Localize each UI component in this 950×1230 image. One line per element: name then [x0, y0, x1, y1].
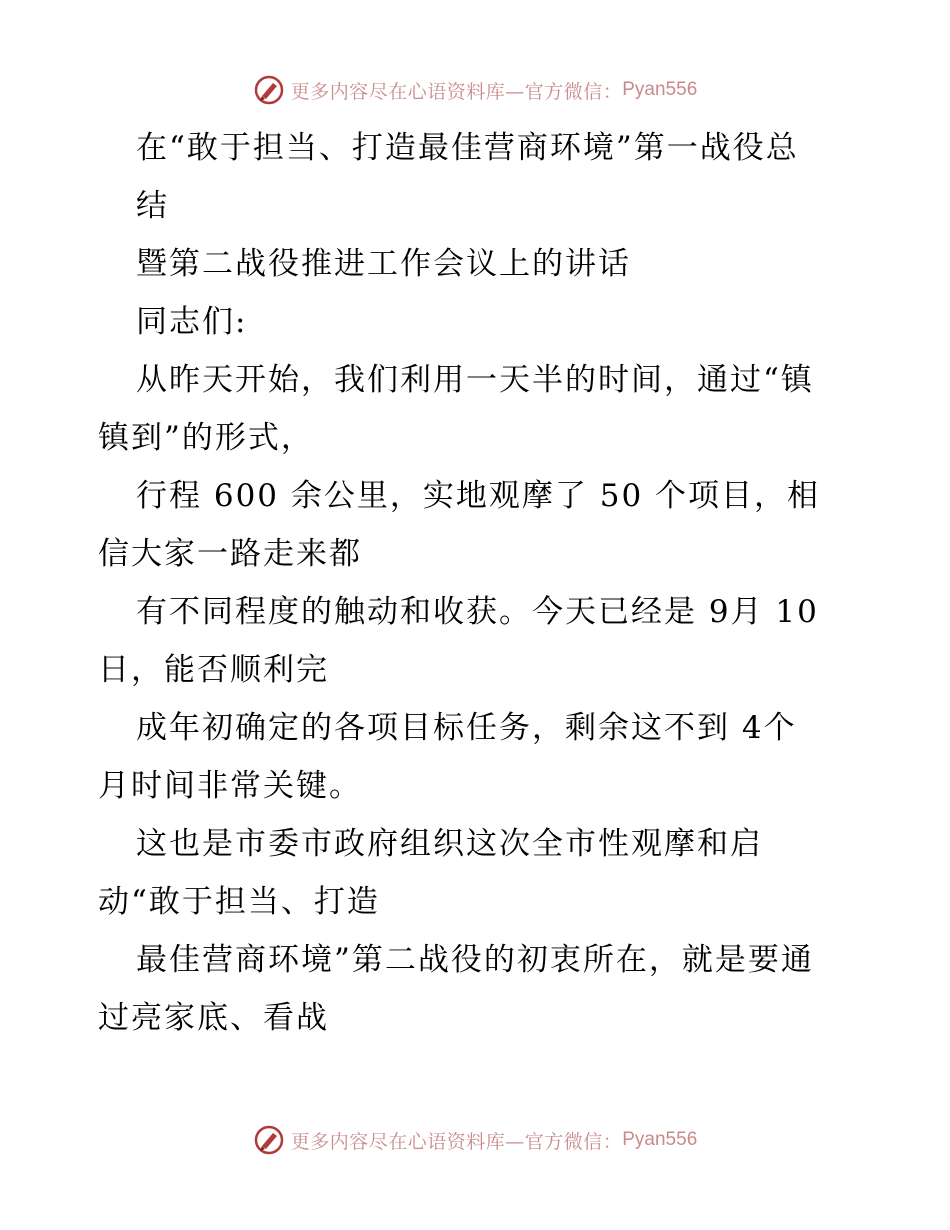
text-line: 动“敢于担当、打造 — [98, 884, 380, 920]
text-line: 在“敢于担当、打造最佳营商环境”第一战役总 — [136, 130, 799, 166]
text-line: 这也是市委市政府组织这次全市性观摩和启 — [136, 826, 763, 862]
text-line: 过亮家底、看战 — [98, 1000, 329, 1036]
text-line: 有不同程度的触动和收获。今天已经是 9月 10 — [136, 594, 819, 630]
text-line: 日，能否顺利完 — [98, 652, 329, 688]
pen-circle-logo-icon — [253, 1124, 285, 1156]
text-line: 最佳营商环境”第二战役的初衷所在，就是要通 — [136, 942, 814, 978]
text-line: 成年初确定的各项目标任务，剩余这不到 4个 — [136, 710, 797, 746]
text-line: 镇到”的形式， — [98, 420, 314, 456]
text-line: 信大家一路走来都 — [98, 536, 362, 572]
pen-circle-logo-icon — [253, 74, 285, 106]
text-line: 月时间非常关键。 — [98, 768, 362, 804]
watermark-text: 更多内容尽在心语资料库—官方微信： — [290, 1130, 623, 1153]
text-line: 行程 600 余公里，实地观摩了 50 个项目，相 — [136, 478, 821, 514]
text-line: 结 — [136, 188, 169, 224]
text-line: 暨第二战役推进工作会议上的讲话 — [136, 246, 631, 282]
text-line: 从昨天开始，我们利用一天半的时间，通过“镇 — [136, 362, 814, 398]
text-line: 同志们: — [136, 304, 248, 340]
footer-watermark — [0, 1120, 950, 1160]
header-watermark — [0, 70, 950, 110]
watermark-text: 更多内容尽在心语资料库—官方微信： — [290, 80, 623, 103]
watermark-wechat-id: Pyan556 — [622, 79, 698, 100]
watermark-wechat-id: Pyan556 — [622, 1129, 698, 1150]
